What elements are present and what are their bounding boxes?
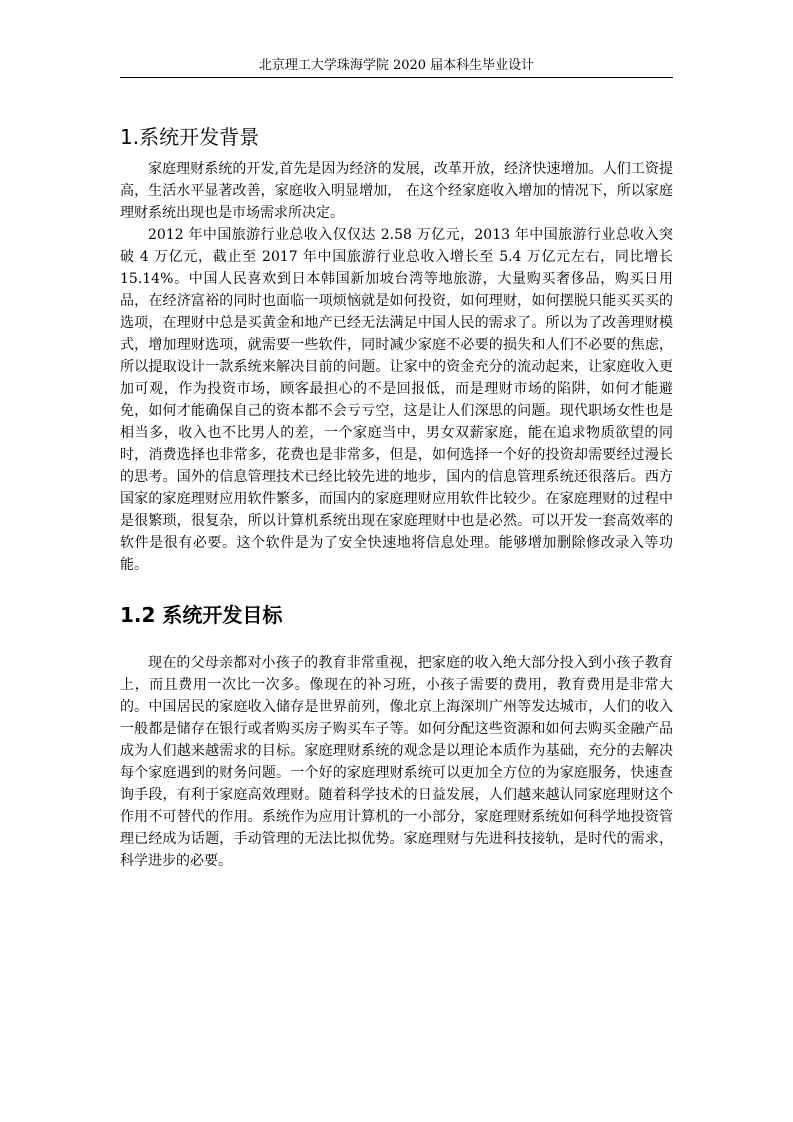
section-heading-goals: 1.2 系统开发目标: [120, 603, 283, 627]
paragraph-background-tourism: 2012 年中国旅游行业总收入仅仅达 2.58 万亿元，2013 年中国旅游行业总收入突破 4 万亿元，截止至 2017 年中国旅游行业总收入增长至 5.4 万亿元左右，同比增长 15.14%。中国人民喜欢到日本韩国新加坡台湾等地旅游，大量购买奢侈品，购买日用品，在经济富裕的同时也面临一项烦恼就是如何投资，如何理财，如何摆脱只能买买买的选项，在理财中总是买黄金和地产已经无法满足中国人民的需求了。所以为了改善理财模式，增加理财选项，就需要一些软件，同时减少家庭不必要的损失和人们不必要的焦虑，所以提取设计一款系统来解决目前的问题。让家中的资金充分的流动起来，让家庭收入更加可观，作为投资市场，顾客最担心的不是回报低，而是理财市场的陷阱，如何才能避免，如何才能确保自己的资本都不会亏亏空，这是让人们深思的问题。现代职场女性也是相当多，收入也不比男人的差，一个家庭当中，男女双薪家庭，能在追求物质欲望的同时，消费选择也非常多，花费也是非常多，但是，如何选择一个好的投资却需要经过漫长的思考。国外的信息管理技术已经比较先进的地步，国内的信息管理系统还很落后。西方国家的家庭理财应用软件繁多，而国内的家庭理财应用软件比较少。在家庭理财的过程中是很繁琐，很复杂，所以计算机系统出现在家庭理财中也是必然。可以开发一套高效率的软件是很有必要。这个软件是为了安全快速地将信息处理。能够增加删除修改录入等功能。: [120, 227, 673, 573]
page-header: 北京理工大学珠海学院 2020 届本科生毕业设计: [120, 56, 673, 78]
section-heading-background: 1.系统开发背景: [120, 125, 260, 149]
paragraph-goals: 现在的父母亲都对小孩子的教育非常重视，把家庭的收入绝大部分投入到小孩子教育上，而且费用一次比一次多。像现在的补习班，小孩子需要的费用，教育费用是非常大的。中国居民的家庭收入储存是世界前列，像北京上海深圳广州等发达城市，人们的收入一般都是储存在银行或者购买房子购买车子等。如何分配这些资源和如何去购买金融产品成为人们越来越需求的目标。家庭理财系统的观念是以理论本质作为基础，充分的去解决每个家庭遇到的财务问题。一个好的家庭理财系统可以更加全方位的为家庭服务，快速查询手段，有利于家庭高效理财。随着科学技术的日益发展，人们越来越认同家庭理财这个作用不可替代的作用。系统作为应用计算机的一小部分，家庭理财系统如何科学地投资管理已经成为话题，手动管理的无法比拟优势。家庭理财与先进科技接轨，是时代的需求，科学进步的必要。: [120, 655, 673, 869]
paragraph-background-intro: 家庭理财系统的开发,首先是因为经济的发展，改革开放，经济快速增加。人们工资提高，生活水平显著改善，家庭收入明显增加， 在这个经家庭收入增加的情况下，所以家庭理财系统出现也是市场需求所决定。: [120, 161, 673, 221]
